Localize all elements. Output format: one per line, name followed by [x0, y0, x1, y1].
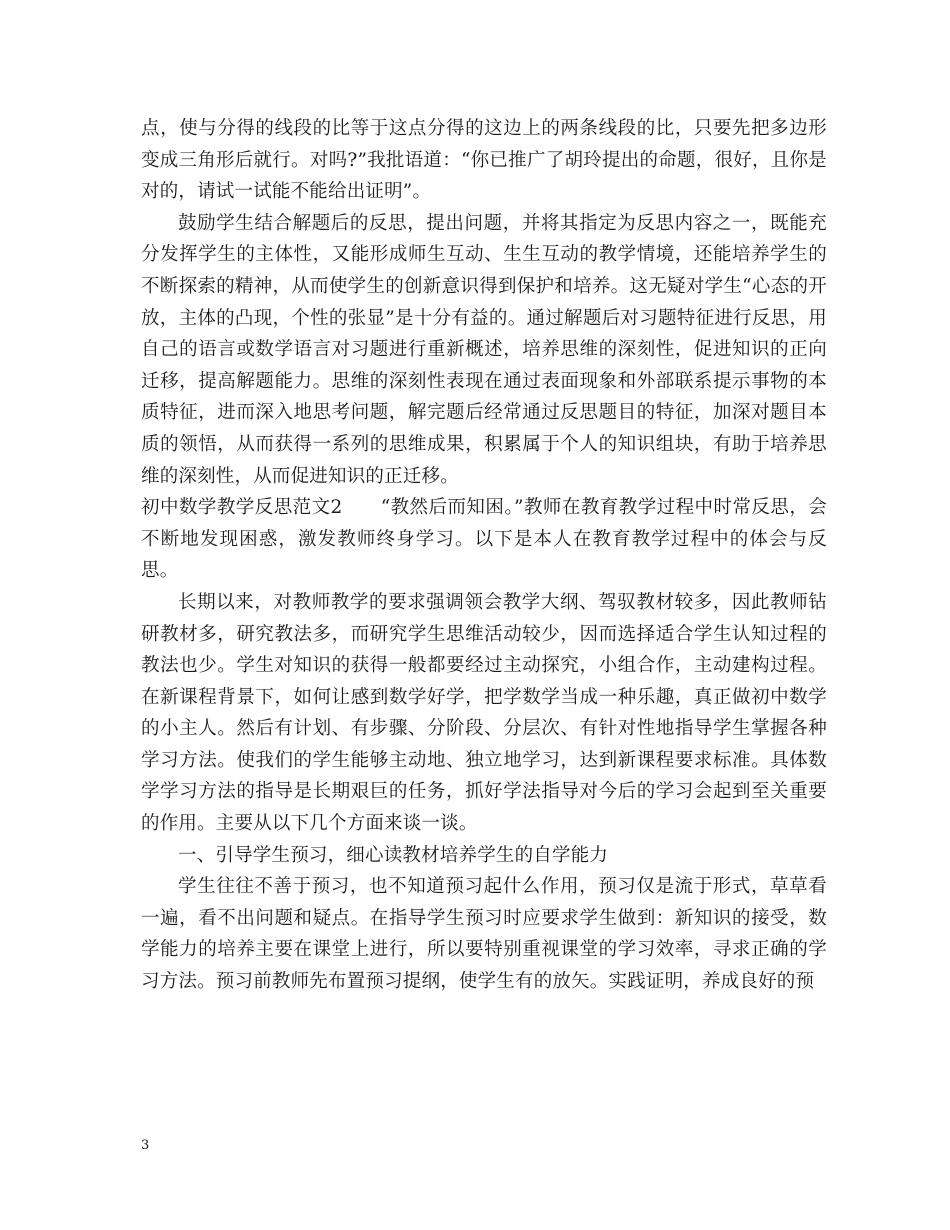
paragraph: 点，使与分得的线段的比等于这点分得的这边上的两条线段的比，只要先把多边形变成三角形后就行。对吗?”我批语道：“你已推广了胡玲提出的命题，很好，且你是对的，请试一试能不能给出证明”。 [141, 118, 827, 203]
page-number: 3 [141, 1138, 150, 1153]
paragraph: 初中数学教学反思范文2 “教然后而知困。”教师在教育教学过程中时常反思，会不断地发现困惑，激发教师终身学习。以下是本人在教育教学过程中的体会与反思。 [141, 497, 827, 582]
paragraph: 鼓励学生结合解题后的反思，提出问题，并将其指定为反思内容之一，既能充分发挥学生的主体性，又能形成师生互动、生生互动的教学情境，还能培养学生的不断探索的精神，从而使学生的创新意识得到保护和培养。这无疑对学生“心态的开放，主体的凸现，个性的张显”是十分有益的。通过解题后对习题特征进行反思，用自己的语言或数学语言对习题进行重新概述，培养思维的深刻性，促进知识的正向迁移，提高解题能力。思维的深刻性表现在通过表面现象和外部联系提示事物的本质特征，进而深入地思考问题，解完题后经常通过反思题目的特征，加深对题目本质的领悟，从而获得一系列的思维成果，积累属于个人的知识组块，有助于培养思维的深刻性，从而促进知识的正迁移。 [141, 212, 827, 487]
document-body [141, 113, 827, 998]
paragraph: 长期以来，对教师教学的要求强调领会教学大纲、驾驭教材较多，因此教师钻研教材多，研究教法多，而研究学生思维活动较少，因而选择适合学生认知过程的教法也少。学生对知识的获得一般都要经过主动探究，小组合作，主动建构过程。在新课程背景下，如何让感到数学好学，把学数学当成一种乐趣，真正做初中数学的小主人。然后有计划、有步骤、分阶段、分层次、有针对性地指导学生掌握各种学习方法。使我们的学生能够主动地、独立地学习，达到新课程要求标准。具体数学学习方法的指导是长期艰巨的任务，抓好学法指导对今后的学习会起到至关重要的作用。主要从以下几个方面来谈一谈。 [141, 591, 827, 835]
section-heading: 一、引导学生预习，细心读教材培养学生的自学能力 [178, 844, 609, 866]
paragraph: 学生往往不善于预习，也不知道预习起什么作用，预习仅是流于形式，草草看一遍，看不出问题和疑点。在指导学生预习时应要求学生做到：新知识的接受，数学能力的培养主要在课堂上进行，所以要特别重视课堂的学习效率，寻求正确的学习方法。预习前教师先布置预习提纲，使学生有的放矢。实践证明，养成良好的预 [141, 876, 827, 993]
